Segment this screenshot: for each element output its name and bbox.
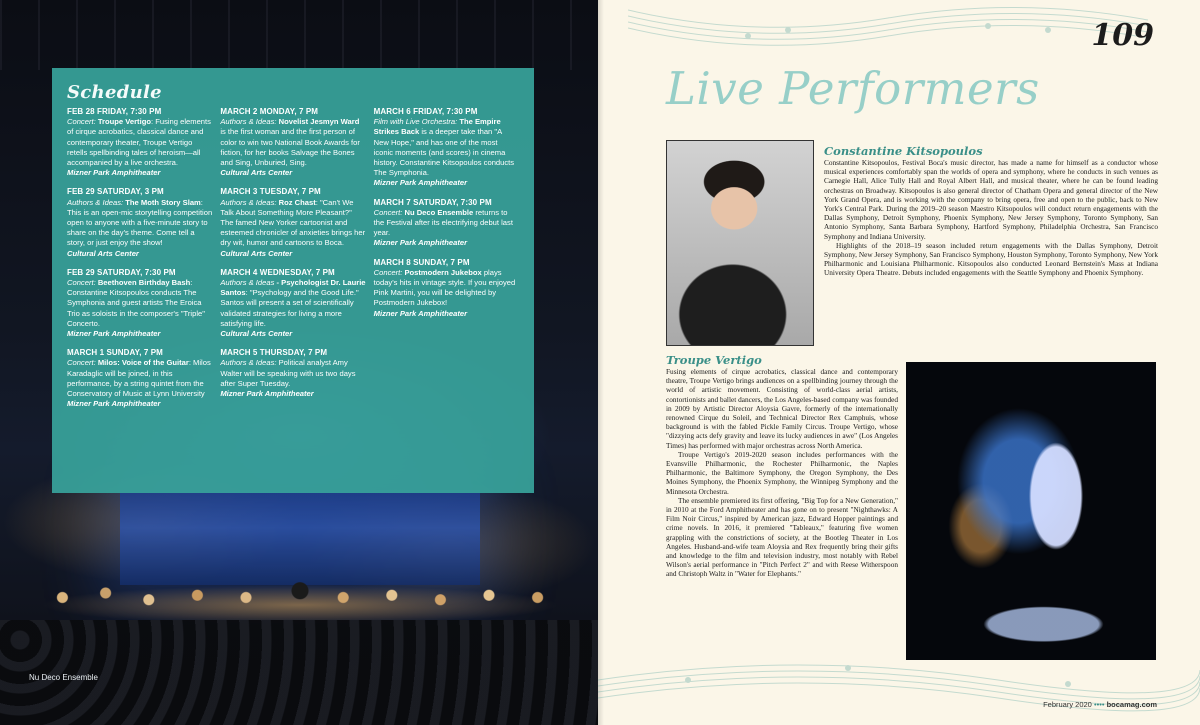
troupe-bio: [666, 367, 898, 579]
bio-paragraph: Troupe Vertigo's 2019-2020 season includes performances with the Evansville Philharmonic, the Rochester Philharmonic, the Naples Philharmonic, the Baltimore Symphony, the Oregon Symphony, the Des Moines Symphony, the Phoenix Symphony, the Winnipeg Symphony and the Minnesota Orchestra.: [666, 449, 898, 496]
event-date: MARCH 7 SATURDAY, 7:30 PM: [373, 197, 492, 207]
event-title: - Psychologist Dr. Laurie Santos: [220, 278, 366, 298]
stage-backdrop: [120, 490, 480, 585]
event-date: FEB 29 SATURDAY, 7:30 PM: [67, 267, 176, 277]
bio-paragraph: Highlights of the 2018–19 season included return engagements with the Dallas Symphony, Detroit Symphony, New Jersey Symphony, San Francisco Symphony, Houston Symphony, Toronto Symphony, New York Philharmonic and Louisiana Philharmonic. Kitsopoulos also conducted Leonard Bernstein's Mass at Indiana University Opera Theatre. Debuts included engagements with the Seattle Symphony and Phoenix Symphony.: [824, 240, 1158, 278]
schedule-event: [220, 107, 365, 178]
event-description: returns to the Festival after its electrifying debut last year.: [373, 207, 513, 238]
event-body: [67, 117, 212, 168]
event-kind: Concert:: [67, 358, 98, 368]
right-page: [598, 0, 1200, 725]
event-body: [374, 117, 519, 178]
schedule-event: [67, 268, 212, 339]
event-venue: Mizner Park Amphitheater: [67, 399, 161, 409]
conductor-photo: [666, 140, 814, 346]
event-kind: Authors & Ideas:: [220, 358, 279, 368]
schedule-column: [374, 107, 519, 418]
event-date: MARCH 3 TUESDAY, 7 PM: [220, 187, 321, 197]
event-body: [220, 198, 365, 249]
schedule-event: [220, 187, 365, 258]
event-kind: Film with Live Orchestra:: [373, 117, 460, 127]
event-title: Milos: Voice of the Guitar: [97, 358, 189, 368]
event-title: The Moth Story Slam: [125, 197, 201, 207]
schedule-title: Schedule: [67, 82, 162, 103]
footer-separator: ••••: [1093, 700, 1105, 709]
event-body: [220, 358, 365, 389]
section-title: Live Performers: [666, 62, 1040, 115]
schedule-event: [67, 107, 212, 178]
event-body: [67, 278, 212, 329]
lighting-rig: [0, 0, 598, 70]
schedule-columns: [67, 107, 519, 418]
event-venue: Mizner Park Amphitheater: [373, 178, 468, 188]
event-date: MARCH 4 WEDNESDAY, 7 PM: [220, 267, 335, 277]
event-description: plays today's hits in vintage style. If you enjoyed Pink Martini, you will be delighted by Postmodern Jukebox!: [373, 267, 516, 308]
event-venue: Mizner Park Amphitheater: [67, 168, 161, 178]
event-venue: Mizner Park Amphitheater: [67, 329, 161, 339]
event-description: Political analyst Amy Walter will be speaking with us two days after Super Tuesday.: [220, 358, 356, 388]
event-venue: Cultural Arts Center: [220, 248, 293, 258]
schedule-box: [52, 68, 534, 493]
event-venue: Cultural Arts Center: [67, 248, 139, 258]
event-description: : Fusing elements of cirque acrobatics, classical dance and contemporary theater, Troupe Vertigo retells spellbinding tales of heroism—all accompanied by a live orchestra.: [67, 117, 211, 168]
event-title: Troupe Vertigo: [97, 117, 151, 127]
footer-site: bocamag.com: [1106, 700, 1157, 709]
kitsopoulos-heading: Constantine Kitsopoulos: [824, 144, 983, 158]
event-venue: Mizner Park Amphitheater: [373, 308, 468, 318]
event-date: MARCH 2 MONDAY, 7 PM: [220, 107, 319, 116]
event-date: FEB 28 FRIDAY, 7:30 PM: [67, 107, 162, 116]
event-venue: Cultural Arts Center: [220, 168, 293, 178]
schedule-event: [67, 187, 212, 258]
troupe-heading: Troupe Vertigo: [666, 353, 762, 367]
kitsopoulos-bio: [824, 158, 1158, 278]
event-kind: Concert:: [373, 267, 405, 277]
schedule-event: [374, 258, 519, 319]
event-venue: Mizner Park Amphitheater: [373, 238, 468, 248]
event-date: FEB 29 SATURDAY, 3 PM: [67, 187, 164, 197]
event-kind: Concert:: [373, 207, 405, 217]
event-title: Beethoven Birthday Bash: [97, 278, 191, 288]
bio-paragraph: The ensemble premiered its first offering, "Big Top for a New Generation," in 2010 at the Ford Amphitheater and has gone on to present "Nighthawks: A Film Noir Circus," inspired by American jazz, Edward Hopper paintings and crime novels. In 2016, it premiered "Tableaux," featuring five women grappling with the constrictions of society, at the Bootleg Theater in Los Angeles. Husband-and-wife team Aloysia and Rex frequently bring their gifts and knowledge to the film and television industry, most notably with Rebel Wilson's aerial performance in "Pitch Perfect 2" and with Reese Witherspoon and Christoph Waltz in "Water for Elephants.": [666, 495, 898, 579]
event-kind: Concert:: [67, 117, 98, 127]
event-description: : "Can't We Talk About Something More Pleasant?" The famed New Yorker cartoonist and esteemed chronicler of anxieties brings her dry wit, humor and cartoons to Boca.: [220, 197, 366, 248]
music-staff-decoration: [628, 0, 1148, 70]
page-footer: [1043, 700, 1157, 709]
event-kind: Authors & Ideas:: [220, 117, 279, 127]
event-description: : Constantine Kitsopoulos conducts The Symphonia and guest artists The Eroica Trio as soloists in the composer's "Triple" Concerto.: [67, 278, 205, 328]
footer-issue: February 2020: [1043, 700, 1092, 709]
event-venue: Cultural Arts Center: [220, 329, 293, 339]
event-title: Postmodern Jukebox: [404, 267, 482, 277]
event-description: is the first woman and the first person of color to win two National Book Awards for fiction, for her books Salvage the Bones and Sing, Unburied, Sing.: [220, 127, 360, 168]
event-venue: Mizner Park Amphitheater: [220, 389, 314, 399]
event-description: : "Psychology and the Good Life." Santos will present a set of scientifically validated strategies for living a more satisfying life.: [220, 288, 359, 328]
event-date: MARCH 1 SUNDAY, 7 PM: [67, 348, 163, 358]
event-body: [220, 278, 365, 329]
event-body: [67, 198, 212, 249]
page-number: 109: [1091, 18, 1154, 53]
event-title: Nu Deco Ensemble: [404, 207, 474, 217]
left-page: [0, 0, 598, 725]
photo-caption: Nu Deco Ensemble: [29, 673, 98, 682]
schedule-column: [67, 107, 212, 418]
schedule-event: [220, 268, 365, 339]
event-description: : This is an open-mic storytelling competition open to anyone with a five-minute story to share on the day's theme. Come tell a story, or just enjoy the show!: [67, 197, 213, 248]
dancer-photo: [906, 362, 1156, 660]
event-description: : Milos Karadaglic will be joined, in this performance, by a string quintet from the Conservatory of Music at Lynn University: [67, 358, 211, 399]
bio-paragraph: Fusing elements of cirque acrobatics, classical dance and contemporary theatre, Troupe Vertigo brings audiences on a spellbinding journey through the world of artistic movement. Consisting of world-class aerial artists, contortionists and ballet dancers, the Los Angeles-based company was founded in 2009 by Artistic Director Aloysia Gavre, formerly of the internationally renowned Cirque du Soleil, and Technical Director Rex Camphuis, whose background is with the fabled Pickle Family Circus. Troupe Vertigo, whose "dizzying acts defy gravity and leave its lucky audiences in awe" (Los Angeles Times) has performed with major orchestras across North America.: [666, 367, 898, 450]
event-date: MARCH 6 FRIDAY, 7:30 PM: [373, 107, 478, 116]
event-kind: Authors & Ideas:: [220, 197, 279, 207]
event-kind: Authors & Ideas: [220, 278, 277, 288]
schedule-event: [67, 348, 212, 409]
orchestra-musicians: [30, 575, 570, 620]
event-kind: Concert:: [67, 278, 98, 288]
schedule-event: [374, 107, 519, 189]
event-description: is a deeper take than "A New Hope," and has one of the most iconic moments (and scores) in cinema history. Constantine Kitsopoulos conducts The Symphonia.: [373, 127, 515, 178]
schedule-event: [220, 348, 365, 399]
event-body: [374, 208, 519, 239]
event-title: Roz Chast: [278, 197, 316, 207]
page-gutter: [598, 0, 604, 725]
event-body: [67, 358, 212, 399]
event-date: MARCH 5 THURSDAY, 7 PM: [220, 348, 328, 358]
event-body: [374, 268, 519, 309]
event-title: The Empire Strikes Back: [373, 117, 501, 137]
schedule-column: [220, 107, 365, 418]
event-body: [220, 117, 365, 168]
event-date: MARCH 8 SUNDAY, 7 PM: [373, 257, 470, 267]
event-kind: Authors & Ideas:: [67, 197, 126, 207]
schedule-event: [374, 198, 519, 249]
bio-paragraph: Constantine Kitsopoulos, Festival Boca's music director, has made a name for himself as a conductor whose musical experiences comfortably span the worlds of opera and symphony, where he conducts in such venues as Carnegie Hall, Alice Tully Hall and Royal Albert Hall, and musical theater, where he can be found leading orchestras on Broadway. Kitsopoulos is also general director of Chatham Opera and general director of the New York Grand Opera, and is working with the company to bring opera, free and open to the public, back to New York's Central Park. During the 2019–20 season Maestro Kitsopoulos will conduct return engagements with the Dallas Symphony, Detroit Symphony, Phoenix Symphony, New Jersey Symphony, Toronto Symphony, San Antonio Symphony, Santa Barbara Symphony, Hartford Symphony, Philadelphia Orchestra, San Francisco Symphony and Indiana University.: [824, 158, 1158, 241]
event-title: Novelist Jesmyn Ward: [278, 117, 360, 127]
